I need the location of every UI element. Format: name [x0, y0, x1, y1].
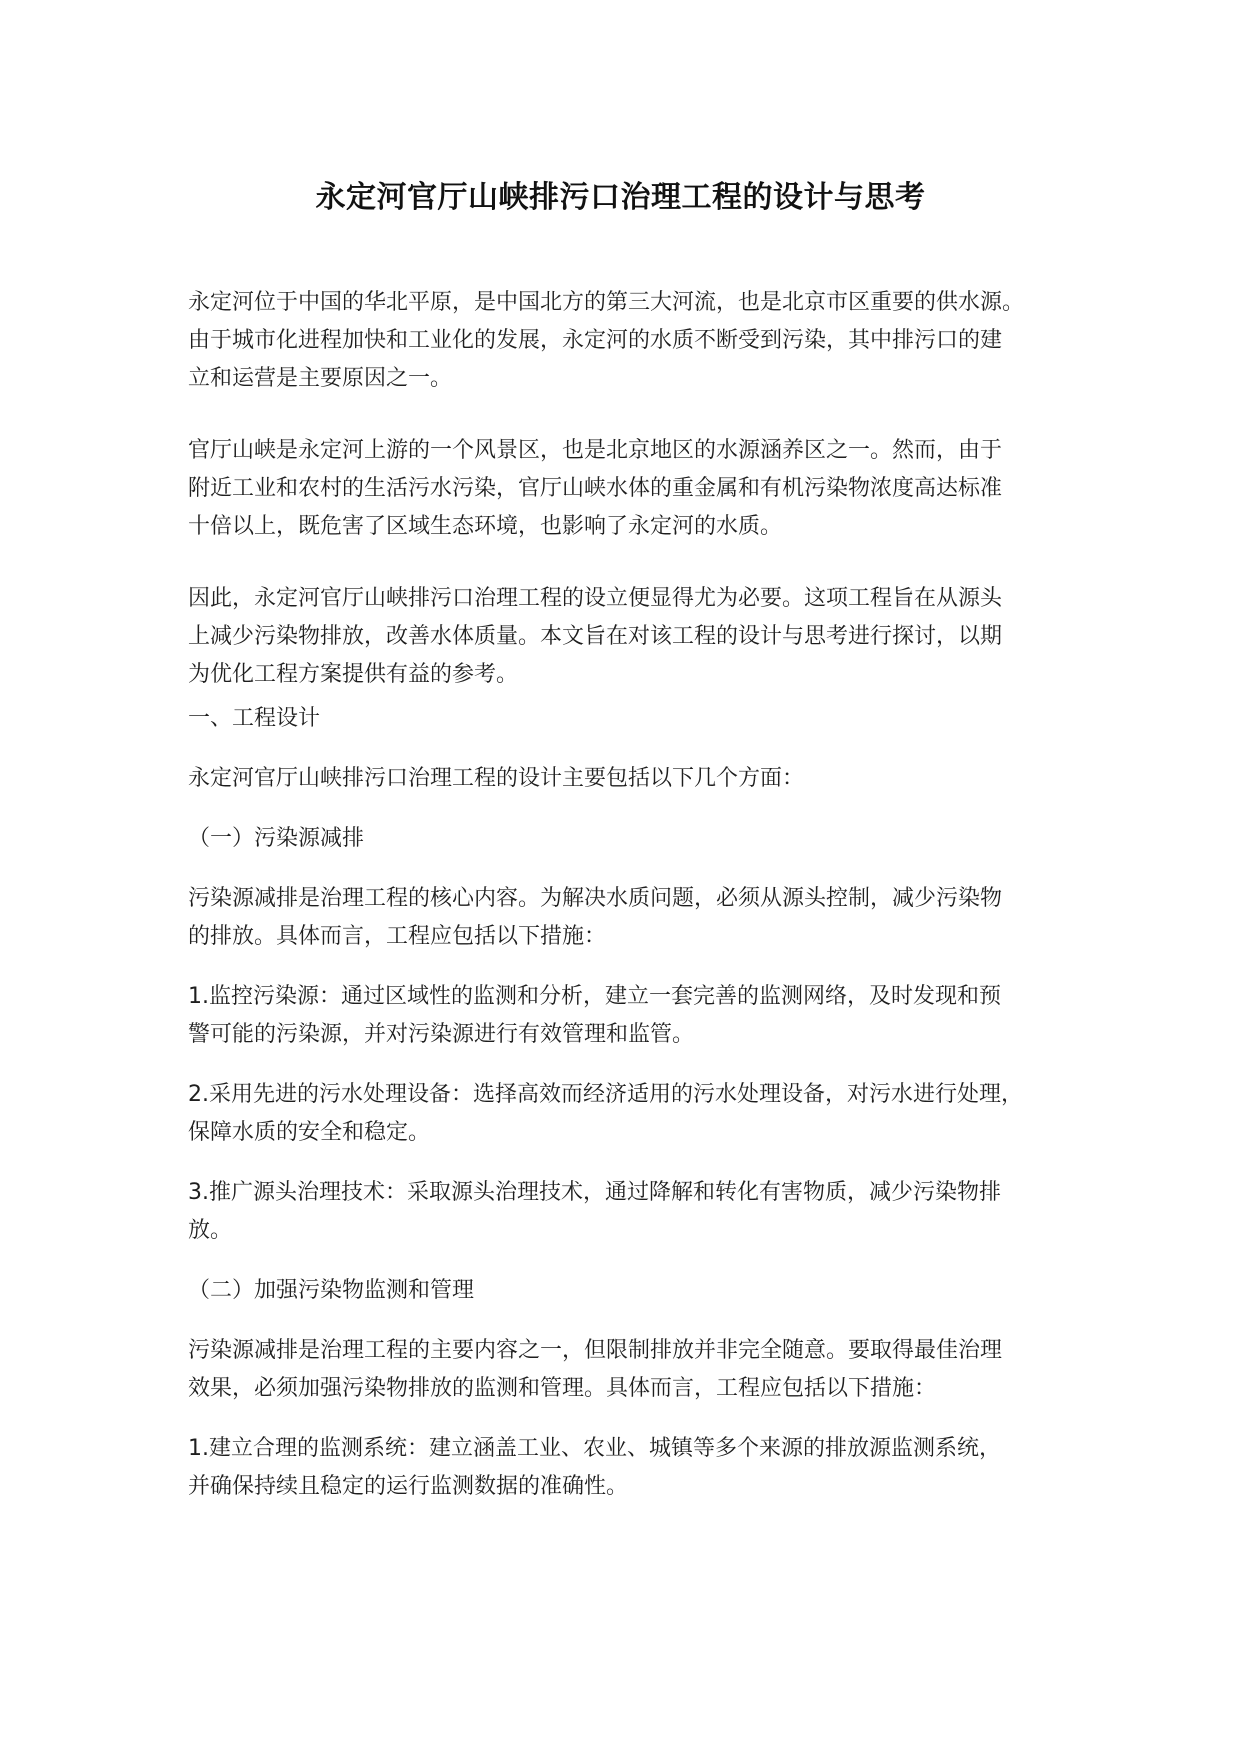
document-title: 永定河官厅山峡排污口治理工程的设计与思考: [315, 180, 926, 215]
list-item-source-control-tech: 3.推广源头治理技术：采取源头治理技术，通过降解和转化有害物质，减少污染物排 放。: [188, 1180, 1001, 1243]
paragraph-reduction-core: 污染源减排是治理工程的核心内容。为解决水质问题，必须从源头控制，减少污染物 的排放。具体而言，工程应包括以下措施：: [188, 886, 1003, 949]
paragraph-gorge-pollution: 官厅山峡是永定河上游的一个风景区，也是北京地区的水源涵养区之一。然而，由于 附近工业和农村的生活污水污染，官厅山峡水体的重金属和有机污染物浓度高达标准 十倍以上，既危害了区域生态环境，也影响了永定河的水质。: [188, 438, 1003, 539]
paragraph-design-overview: 永定河官厅山峡排污口治理工程的设计主要包括以下几个方面：: [188, 766, 805, 791]
subheading-pollution-reduction: （一）污染源减排: [188, 826, 365, 851]
list-item-monitoring-system: 1.建立合理的监测系统：建立涵盖工业、农业、城镇等多个来源的排放源监测系统， 并确保持续且稳定的运行监测数据的准确性。: [188, 1436, 1001, 1499]
paragraph-intro-river: 永定河位于中国的华北平原，是中国北方的第三大河流，也是北京市区重要的供水源。 由于城市化进程加快和工业化的发展，永定河的水质不断受到污染，其中排污口的建 立和运营是主要原因之一。: [188, 290, 1025, 391]
paragraph-monitoring-overview: 污染源减排是治理工程的主要内容之一，但限制排放并非完全随意。要取得最佳治理 效果，必须加强污染物排放的监测和管理。具体而言，工程应包括以下措施：: [188, 1338, 1003, 1401]
section-heading-engineering-design: 一、工程设计: [188, 706, 321, 731]
subheading-monitoring-management: （二）加强污染物监测和管理: [188, 1278, 475, 1303]
list-item-monitor-sources: 1.监控污染源：通过区域性的监测和分析，建立一套完善的监测网络，及时发现和预 警可能的污染源，并对污染源进行有效管理和监管。: [188, 984, 1001, 1047]
paragraph-project-purpose: 因此，永定河官厅山峡排污口治理工程的设立便显得尤为必要。这项工程旨在从源头 上减少污染物排放，改善水体质量。本文旨在对该工程的设计与思考进行探讨，以期 为优化工程方案提供有益的参考。: [188, 586, 1003, 687]
list-item-treatment-equipment: 2.采用先进的污水处理设备：选择高效而经济适用的污水处理设备，对污水进行处理， 保障水质的安全和稳定。: [188, 1082, 1023, 1145]
